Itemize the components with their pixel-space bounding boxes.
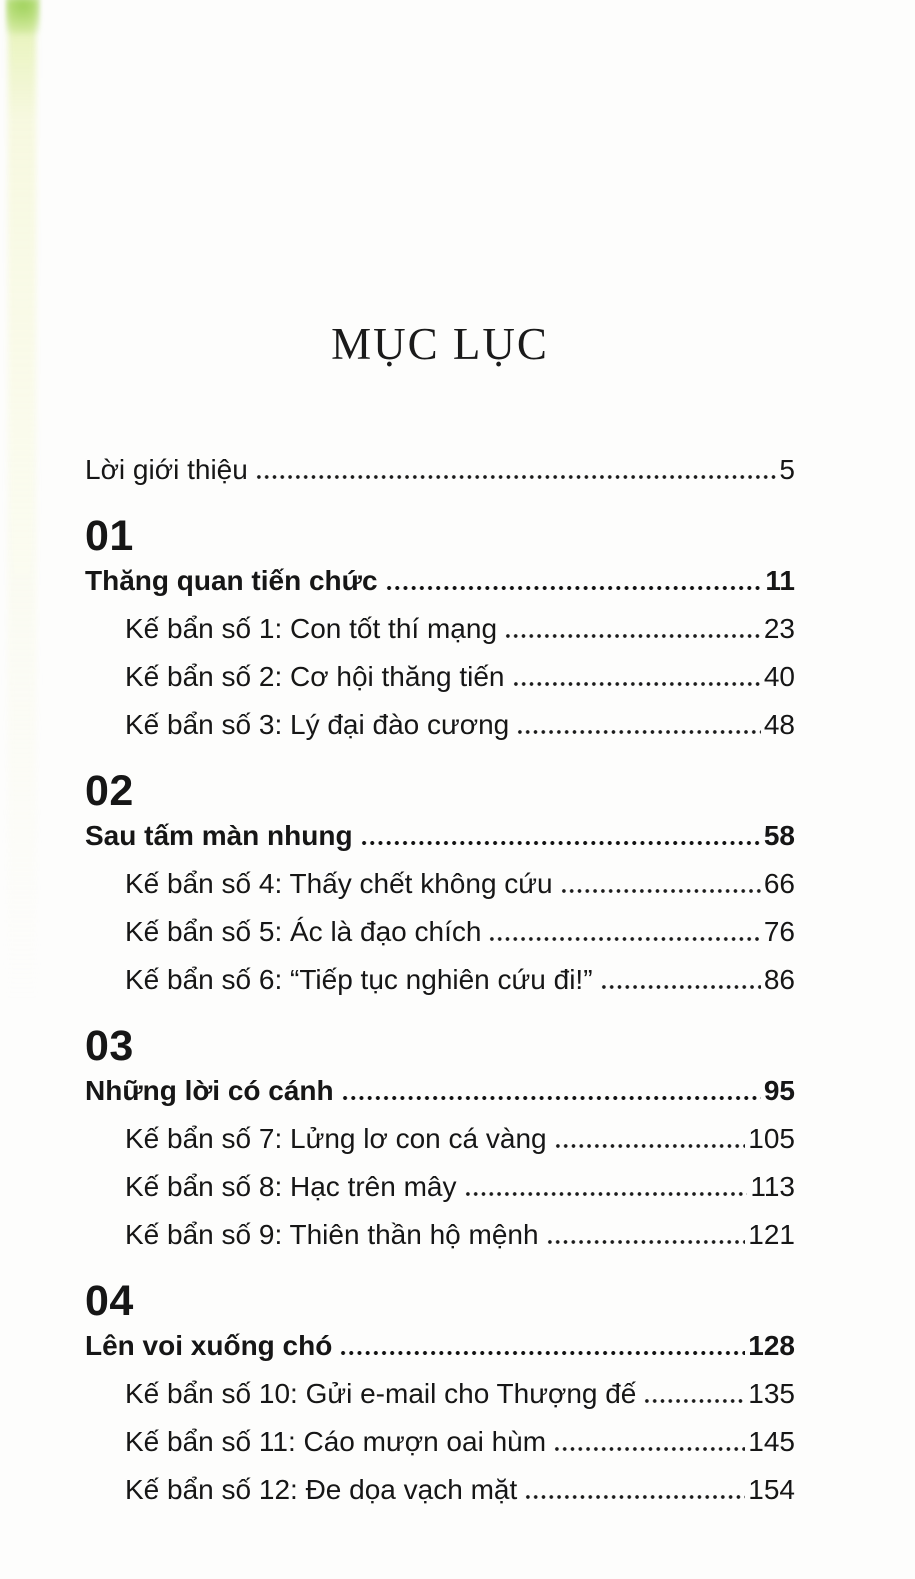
page-number: 105 <box>748 1123 795 1154</box>
toc-subentry <box>85 707 795 743</box>
toc-entry-label: Những lời có cánh <box>85 1075 334 1106</box>
toc-section-title <box>85 818 795 854</box>
dot-leader <box>341 1073 761 1109</box>
toc-entry-label: Kế bẩn số 10: Gửi e-mail cho Thượng đế <box>125 1378 637 1409</box>
dot-leader <box>255 452 777 488</box>
toc-entry-label: Kế bẩn số 6: “Tiếp tục nghiên cứu đi!” <box>125 964 593 995</box>
page-number: 128 <box>748 1330 795 1361</box>
toc-section-02 <box>85 767 795 998</box>
section-number: 03 <box>85 1022 134 1070</box>
page-number: 58 <box>763 820 795 851</box>
dot-leader <box>488 914 760 950</box>
dot-leader <box>553 1424 745 1460</box>
page-number: 86 <box>763 964 795 995</box>
toc-list <box>85 452 795 1508</box>
toc-subentry <box>85 866 795 902</box>
toc-entry-label: Kế bẩn số 9: Thiên thần hộ mệnh <box>125 1219 539 1250</box>
toc-subentry <box>85 1472 795 1508</box>
page-number: 5 <box>779 454 795 485</box>
toc-section-04 <box>85 1277 795 1508</box>
dot-leader <box>524 1472 745 1508</box>
page-number: 40 <box>763 661 795 692</box>
dot-leader <box>385 563 763 599</box>
toc-entry-label: Kế bẩn số 7: Lửng lơ con cá vàng <box>125 1123 547 1154</box>
dot-leader <box>504 611 761 647</box>
page-edge-scan-tint <box>8 0 36 1000</box>
toc-subentry <box>85 914 795 950</box>
toc-entry-intro <box>85 452 795 488</box>
section-number: 01 <box>85 512 134 560</box>
toc-entry-label: Kế bẩn số 3: Lý đại đào cương <box>125 709 510 740</box>
page-title: MỤC LỤC <box>331 319 549 369</box>
section-number: 04 <box>85 1277 134 1325</box>
toc-entry-label: Kế bẩn số 8: Hạc trên mây <box>125 1171 457 1202</box>
toc-subentry <box>85 1217 795 1253</box>
page-number: 76 <box>763 916 795 947</box>
toc-subentry <box>85 1169 795 1205</box>
page-number: 95 <box>763 1075 795 1106</box>
toc-section-title <box>85 563 795 599</box>
dot-leader <box>554 1121 746 1157</box>
page-number: 135 <box>748 1378 795 1409</box>
dot-leader <box>516 707 761 743</box>
dot-leader <box>512 659 761 695</box>
toc-subentry <box>85 962 795 998</box>
table-of-contents <box>85 0 795 1508</box>
toc-section-title <box>85 1073 795 1109</box>
toc-section-title <box>85 1328 795 1364</box>
page-number: 121 <box>748 1219 795 1250</box>
toc-entry-label: Kế bẩn số 11: Cáo mượn oai hùm <box>125 1426 547 1457</box>
toc-entry-label: Lời giới thiệu <box>85 454 248 485</box>
dot-leader <box>600 962 761 998</box>
dot-leader <box>464 1169 748 1205</box>
toc-section-03 <box>85 1022 795 1253</box>
toc-entry-label: Kế bẩn số 12: Đe dọa vạch mặt <box>125 1474 518 1505</box>
dot-leader <box>360 818 761 854</box>
toc-entry-label: Thăng quan tiến chức <box>85 565 378 596</box>
toc-entry-label: Kế bẩn số 5: Ác là đạo chích <box>125 916 482 947</box>
section-number: 02 <box>85 767 134 815</box>
toc-entry-label: Kế bẩn số 4: Thấy chết không cứu <box>125 868 553 899</box>
toc-entry-label: Lên voi xuống chó <box>85 1330 333 1361</box>
dot-leader <box>339 1328 745 1364</box>
toc-entry-label: Kế bẩn số 1: Con tốt thí mạng <box>125 613 498 644</box>
toc-subentry <box>85 1424 795 1460</box>
dot-leader <box>560 866 761 902</box>
page-number: 66 <box>763 868 795 899</box>
dot-leader <box>643 1376 745 1412</box>
page-number: 145 <box>748 1426 795 1457</box>
toc-subentry <box>85 1121 795 1157</box>
dot-leader <box>546 1217 746 1253</box>
toc-entry-label: Kế bẩn số 2: Cơ hội thăng tiến <box>125 661 505 692</box>
page-number: 113 <box>750 1171 795 1202</box>
toc-subentry <box>85 1376 795 1412</box>
page-number: 48 <box>763 709 795 740</box>
page-edge-scan-blob <box>6 0 40 34</box>
page-number: 11 <box>765 565 795 596</box>
toc-subentry <box>85 611 795 647</box>
page-number: 154 <box>748 1474 795 1505</box>
toc-section-01 <box>85 512 795 743</box>
toc-entry-label: Sau tấm màn nhung <box>85 820 353 851</box>
toc-subentry <box>85 659 795 695</box>
page-number: 23 <box>763 613 795 644</box>
